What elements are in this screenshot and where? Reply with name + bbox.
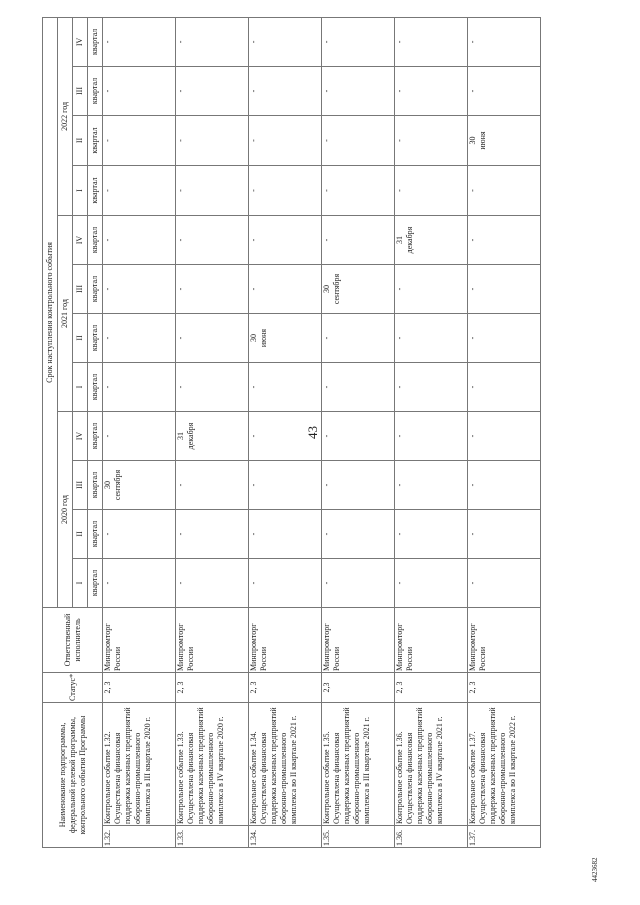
table-body xyxy=(103,17,541,847)
deadline-date-cell xyxy=(176,412,249,461)
deadline-month: июня xyxy=(259,328,268,348)
deadline-month: декабря xyxy=(186,422,195,450)
header-quarter-word: квартал xyxy=(88,412,103,461)
responsible-cell: Минпромторг России xyxy=(176,608,249,673)
empty-quarter-cell: - xyxy=(468,412,541,461)
deadline-date-cell xyxy=(322,265,395,314)
deadline-day: 30 xyxy=(322,285,331,293)
header-quarter-word: квартал xyxy=(88,559,103,608)
header-quarter-numeral: III xyxy=(73,265,88,314)
empty-quarter-cell: - xyxy=(176,166,249,216)
empty-quarter-cell: - xyxy=(249,116,322,166)
empty-quarter-cell: - xyxy=(103,412,176,461)
header-quarter-numeral: I xyxy=(73,166,88,216)
empty-quarter-cell: - xyxy=(103,216,176,265)
empty-quarter-cell: - xyxy=(176,17,249,66)
empty-quarter-cell: - xyxy=(322,412,395,461)
row-number: 1.32. xyxy=(103,826,176,848)
empty-quarter-cell: - xyxy=(468,461,541,510)
header-quarter-numeral: IV xyxy=(73,412,88,461)
empty-quarter-cell: - xyxy=(468,559,541,608)
empty-quarter-cell: - xyxy=(395,265,468,314)
empty-quarter-cell: - xyxy=(395,412,468,461)
responsible-cell: Минпромторг России xyxy=(468,608,541,673)
empty-quarter-cell: - xyxy=(176,265,249,314)
empty-quarter-cell: - xyxy=(468,216,541,265)
empty-quarter-cell: - xyxy=(176,67,249,116)
empty-quarter-cell: - xyxy=(395,559,468,608)
header-quarter-word: квартал xyxy=(88,363,103,412)
row-number: 1.36. xyxy=(395,826,468,848)
status-cell: 2,3 xyxy=(322,673,395,703)
deadline-day: 31 xyxy=(395,236,404,244)
deadline-day: 30 xyxy=(249,334,258,342)
empty-quarter-cell: - xyxy=(176,363,249,412)
empty-quarter-cell: - xyxy=(103,67,176,116)
table-row xyxy=(395,17,468,847)
table-row xyxy=(322,17,395,847)
empty-quarter-cell: - xyxy=(249,67,322,116)
empty-quarter-cell: - xyxy=(395,461,468,510)
empty-quarter-cell: - xyxy=(249,265,322,314)
deadline-date-cell xyxy=(249,314,322,363)
header-name: Наименование подпрограммы, федеральной целевой программы, контрольного события Программы xyxy=(43,703,103,848)
document-id: 4423682 xyxy=(591,857,599,882)
deadline-month: июня xyxy=(478,131,487,150)
deadline-date-cell xyxy=(103,461,176,510)
empty-quarter-cell: - xyxy=(249,412,322,461)
empty-quarter-cell: - xyxy=(103,510,176,559)
event-name: Контрольное событие 1.37. Осуществлена финансовая поддержка казенных предприятий оборонно-промышленного комплекса во II квартале 2022 г. xyxy=(468,703,541,826)
header-quarter-word: квартал xyxy=(88,17,103,66)
header-quarter-numeral: I xyxy=(73,363,88,412)
header-status: Статус* xyxy=(43,673,103,703)
empty-quarter-cell: - xyxy=(322,314,395,363)
empty-quarter-cell: - xyxy=(103,314,176,363)
empty-quarter-cell: - xyxy=(249,510,322,559)
empty-quarter-cell: - xyxy=(176,559,249,608)
header-quarter-numeral: II xyxy=(73,116,88,166)
deadline-month: сентября xyxy=(113,469,122,501)
empty-quarter-cell: - xyxy=(468,166,541,216)
deadline-date-cell xyxy=(395,216,468,265)
empty-quarter-cell: - xyxy=(468,510,541,559)
header-quarter-numeral: IV xyxy=(73,17,88,66)
empty-quarter-cell: - xyxy=(249,216,322,265)
responsible-cell: Минпромторг России xyxy=(322,608,395,673)
header-year-2021: 2021 год xyxy=(58,216,73,412)
event-name: Контрольное событие 1.32. Осуществлена финансовая поддержка казенных предприятий оборонно-промышленного комплекса в III квартале 2020 г. xyxy=(103,703,176,826)
header-quarter-word: квартал xyxy=(88,265,103,314)
empty-quarter-cell: - xyxy=(249,166,322,216)
table-row xyxy=(103,17,176,847)
header-quarter-numeral: IV xyxy=(73,216,88,265)
empty-quarter-cell: - xyxy=(103,265,176,314)
empty-quarter-cell: - xyxy=(322,116,395,166)
deadline-date-cell xyxy=(468,116,541,166)
deadline-day: 30 xyxy=(103,481,112,489)
row-number: 1.37. xyxy=(468,826,541,848)
empty-quarter-cell: - xyxy=(468,363,541,412)
empty-quarter-cell: - xyxy=(322,166,395,216)
row-number: 1.35. xyxy=(322,826,395,848)
empty-quarter-cell: - xyxy=(468,67,541,116)
header-quarter-word: квартал xyxy=(88,216,103,265)
empty-quarter-cell: - xyxy=(249,461,322,510)
empty-quarter-cell: - xyxy=(322,17,395,66)
empty-quarter-cell: - xyxy=(103,17,176,66)
row-number: 1.33. xyxy=(176,826,249,848)
empty-quarter-cell: - xyxy=(395,166,468,216)
empty-quarter-cell: - xyxy=(176,314,249,363)
table-row xyxy=(176,17,249,847)
row-number: 1.34. xyxy=(249,826,322,848)
responsible-cell: Минпромторг России xyxy=(103,608,176,673)
empty-quarter-cell: - xyxy=(322,363,395,412)
header-quarter-numeral: II xyxy=(73,314,88,363)
empty-quarter-cell: - xyxy=(395,116,468,166)
status-cell: 2, 3 xyxy=(176,673,249,703)
event-name: Контрольное событие 1.33. Осуществлена финансовая поддержка казенных предприятий оборонно-промышленного комплекса в IV квартале 2020 г. xyxy=(176,703,249,826)
empty-quarter-cell: - xyxy=(395,510,468,559)
empty-quarter-cell: - xyxy=(103,166,176,216)
status-cell: 2, 3 xyxy=(468,673,541,703)
empty-quarter-cell: - xyxy=(395,363,468,412)
header-quarter-word: квартал xyxy=(88,314,103,363)
deadline-month: декабря xyxy=(405,226,414,254)
empty-quarter-cell: - xyxy=(103,363,176,412)
empty-quarter-cell: - xyxy=(176,510,249,559)
page-number: 43 xyxy=(305,426,320,439)
event-name: Контрольное событие 1.35. Осуществлена финансовая поддержка казенных предприятий оборонно-промышленного комплекса в III квартале 2021 г. xyxy=(322,703,395,826)
header-responsible: Ответственный исполнитель xyxy=(43,608,103,673)
empty-quarter-cell: - xyxy=(103,559,176,608)
event-name: Контрольное событие 1.34. Осуществлена финансовая поддержка казенных предприятий оборонно-промышленного комплекса во II квартале 2021 г. xyxy=(249,703,322,826)
status-cell: 2, 3 xyxy=(249,673,322,703)
empty-quarter-cell: - xyxy=(249,363,322,412)
header-quarter-numeral: I xyxy=(73,559,88,608)
empty-quarter-cell: - xyxy=(249,17,322,66)
header-quarter-word: квартал xyxy=(88,461,103,510)
table-header xyxy=(43,17,103,847)
empty-quarter-cell: - xyxy=(395,314,468,363)
header-quarter-numeral: III xyxy=(73,67,88,116)
empty-quarter-cell: - xyxy=(468,314,541,363)
empty-quarter-cell: - xyxy=(176,461,249,510)
empty-quarter-cell: - xyxy=(103,116,176,166)
empty-quarter-cell: - xyxy=(322,559,395,608)
empty-quarter-cell: - xyxy=(249,559,322,608)
empty-quarter-cell: - xyxy=(176,216,249,265)
deadline-day: 30 xyxy=(468,136,477,145)
responsible-cell: Минпромторг России xyxy=(249,608,322,673)
empty-quarter-cell: - xyxy=(322,510,395,559)
empty-quarter-cell: - xyxy=(468,17,541,66)
status-cell: 2, 3 xyxy=(395,673,468,703)
empty-quarter-cell: - xyxy=(395,17,468,66)
empty-quarter-cell: - xyxy=(395,67,468,116)
deadline-month: сентября xyxy=(332,273,341,305)
header-quarter-word: квартал xyxy=(88,510,103,559)
empty-quarter-cell: - xyxy=(322,461,395,510)
header-quarter-numeral: II xyxy=(73,510,88,559)
empty-quarter-cell: - xyxy=(468,265,541,314)
header-quarter-word: квартал xyxy=(88,67,103,116)
table-row xyxy=(468,17,541,847)
header-year-2022: 2022 год xyxy=(58,17,73,215)
empty-quarter-cell: - xyxy=(176,116,249,166)
empty-quarter-cell: - xyxy=(322,67,395,116)
control-events-table xyxy=(42,17,541,848)
responsible-cell: Минпромторг России xyxy=(395,608,468,673)
header-year-2020: 2020 год xyxy=(58,412,73,608)
header-quarter-numeral: III xyxy=(73,461,88,510)
table-row xyxy=(249,17,322,847)
empty-quarter-cell: - xyxy=(322,216,395,265)
header-quarter-word: квартал xyxy=(88,116,103,166)
deadline-day: 31 xyxy=(176,432,185,440)
rotated-table-page xyxy=(42,18,602,848)
status-cell: 2, 3 xyxy=(103,673,176,703)
event-name: Контрольное событие 1.36. Осуществлена финансовая поддержка казенных предприятий оборонно-промышленного комплекса в IV квартале 2021 г. xyxy=(395,703,468,826)
header-quarter-word: квартал xyxy=(88,166,103,216)
header-deadline: Срок наступления контрольного события xyxy=(43,17,58,607)
